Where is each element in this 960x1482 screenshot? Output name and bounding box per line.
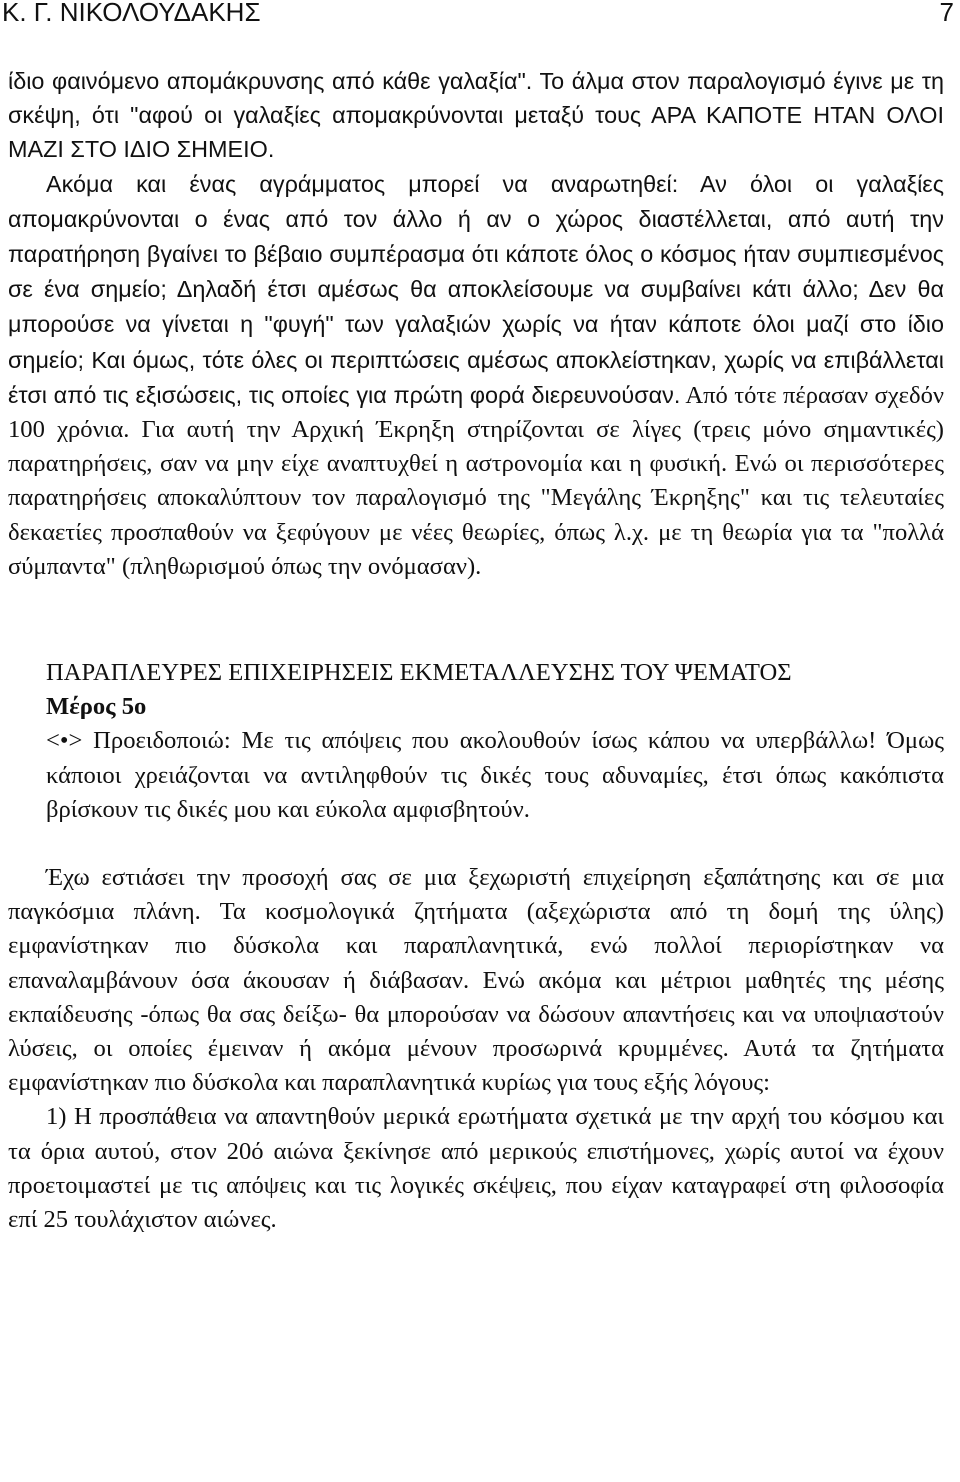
paragraph-2-serif-part: Από τότε πέρασαν σχεδόν 100 χρόνια. Για αυτή την Αρχική Έκρηξη στηρίζονται σε λίγες (τρεις μόνο σημαντικές) παρατηρήσεις, σαν να μην είχε αναπτυχθεί η αστρονομία και η φυσική. Ενώ οι περισσότερες παρατηρήσεις αποκαλύπτουν τον παραλογισμό της "Μεγάλης Έκρηξης" και τις τελευταίες δεκαετίες προσπαθούν να ξεφύγουν με νέες θεωρίες, όπως λ.χ. με τη θεωρία για τα "πολλά σύμπαντα" (πληθωρισμού όπως την ονόμασαν). <box>8 381 944 580</box>
paragraph-1: ίδιο φαινόμενο απομάκρυνσης από κάθε γαλαξία". Το άλμα στον παραλογισμό έγινε με τη σκέψη, ότι "αφού οι γαλαξίες απομακρύνονται μεταξύ τους ΑΡΑ ΚΑΠΟΤΕ ΗΤΑΝ ΟΛΟΙ ΜΑΖΙ ΣΤΟ ΙΔΙΟ ΣΗΜΕΙΟ. <box>8 68 944 163</box>
paragraph-4: 1) Η προσπάθεια να απαντηθούν μερικά ερωτήματα σχετικά με την αρχή του κόσμου και τα όρια αυτού, στον 20ό αιώνα ξεκίνησε από μερικούς επιστήμονες, χωρίς αυτοί να έχουν προετοιμαστεί με τις απόψεις και τις λογικές σκέψεις, που είχαν καταγραφεί στη φιλοσοφία επί 25 τουλάχιστον αιώνες. <box>8 1103 944 1234</box>
warning-text: Προειδοποιώ: Με τις απόψεις που ακολουθούν ίσως κάπου να υπερβάλλω! Όμως κάποιοι χρειάζονται να αντιληφθούν τις δικές τους αδυναμίες, έτσι όπως κακόπιστα βρίσκουν τις δικές μου και εύκολα αμφισβητούν. <box>46 727 944 823</box>
section-heading: ΠΑΡΑΠΛΕΥΡΕΣ ΕΠΙΧΕΙΡΗΣΕΙΣ ΕΚΜΕΤΑΛΛΕΥΣΗΣ ΤΟΥ ΨΕΜΑΤΟΣ <box>46 659 792 687</box>
warning-marker: <•> <box>46 727 83 755</box>
paragraph-2-sans-part: Ακόμα και ένας αγράμματος μπορεί να αναρωτηθεί: Αν όλοι οι γαλαξίες απομακρύνονται ο ένας από τον άλλο ή αν ο χώρος διαστέλλεται, από αυτή την παρατήρηση βγαίνει το βέβαιο συμπέρασμα ότι κάποτε όλος ο κόσμος ήταν συμπιεσμένος σε ένα σημείο; Δηλαδή έτσι αμέσως θα αποκλείσουμε να συμβαίνει κάτι άλλο; Δεν θα μπορούσε να γίνεται η "φυγή" των γαλαξιών χωρίς να ήταν κάποτε όλοι μαζί στο ίδιο σημείο; Και όμως, τότε όλες οι περιπτώσεις αμέσως αποκλείστηκαν, χωρίς να επιβάλλεται έτσι από τις εξισώσεις, τις οποίες για πρώτη φορά διερευνούσαν. <box>8 170 944 408</box>
header-author: Κ. Γ. ΝΙΚΟΛΟΥΔΑΚΗΣ <box>2 0 261 27</box>
section-block <box>8 656 944 827</box>
section-part-title: Μέρος 5ο <box>46 693 147 721</box>
spacer <box>8 584 944 656</box>
warning-paragraph <box>46 724 944 827</box>
paragraph-2 <box>8 167 944 584</box>
paragraph-3: Έχω εστιάσει την προσοχή σας σε μια ξεχωριστή επιχείρηση εξαπάτησης και σε μια παγκόσμια πλάνη. Τα κοσμολογικά ζητήματα (αξεχώριστα από τη δομή της ύλης) εμφανίστηκαν πιο δύσκολα και παραπλανητικά, ενώ πολλοί περιορίστηκαν να επαναλαμβάνουν όσα άκουσαν ή διάβασαν. Ενώ ακόμα και μέτριοι μαθητές της μέσης εκπαίδευσης -όπως θα σας δείξω- θα μπορούσαν να δώσουν απαντήσεις και να υποψιαστούν λύσεις, οι οποίες έμειναν ή ακόμα μένουν προσωρινά κρυμμένες. Αυτά τα ζητήματα εμφανίστηκαν πιο δύσκολα και παραπλανητικά κυρίως για τους εξής λόγους: <box>8 864 944 1097</box>
running-header <box>0 0 960 30</box>
page-number: 7 <box>939 0 954 27</box>
spacer <box>8 827 944 861</box>
body-text <box>8 64 944 1237</box>
